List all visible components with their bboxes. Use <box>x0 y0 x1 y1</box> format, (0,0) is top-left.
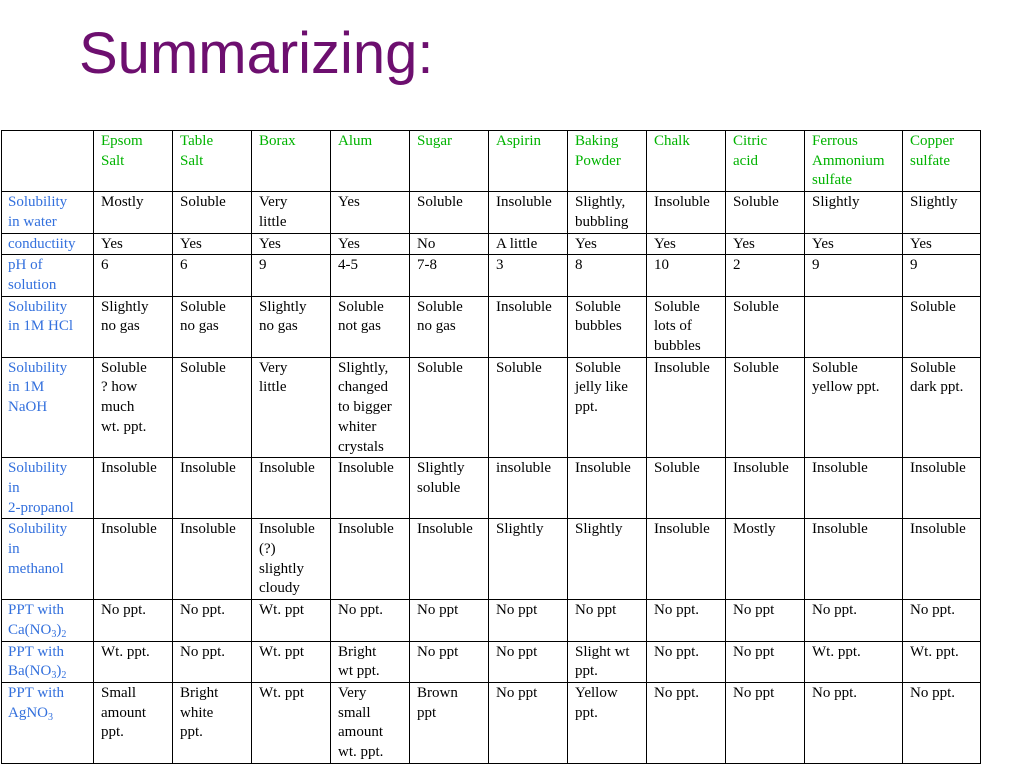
table-cell: Slightly <box>568 519 647 600</box>
table-cell: Soluble dark ppt. <box>903 357 981 458</box>
table-cell: Soluble bubbles <box>568 296 647 357</box>
table-cell: No ppt <box>489 682 568 763</box>
row-header-ppt-calcium-nitrate <box>2 600 94 641</box>
formula-text: ) <box>56 621 62 638</box>
table-cell: Slightly no gas <box>94 296 173 357</box>
table-cell: Mostly <box>94 192 173 233</box>
table-cell: No ppt <box>489 600 568 641</box>
table-cell: Soluble ? how much wt. ppt. <box>94 357 173 458</box>
formula-subscript: 3 <box>51 670 57 682</box>
row-header-ph: pH of solution <box>2 255 94 296</box>
table-cell: Small amount ppt. <box>94 682 173 763</box>
table-cell: Soluble <box>173 192 252 233</box>
table-cell: No ppt <box>726 641 805 682</box>
table-cell: Yes <box>726 233 805 255</box>
table-cell: Yes <box>252 233 331 255</box>
table-cell: No ppt. <box>647 682 726 763</box>
table-cell: Insoluble <box>173 519 252 600</box>
table-cell: No ppt. <box>94 600 173 641</box>
column-header-citric-acid: Citric acid <box>726 131 805 192</box>
table-cell: Insoluble <box>726 458 805 519</box>
table-cell: Yes <box>173 233 252 255</box>
formula-subscript: 2 <box>61 670 67 682</box>
table-cell: Bright white ppt. <box>173 682 252 763</box>
table-row-solubility-hcl <box>2 296 981 357</box>
table-row-solubility-methanol <box>2 519 981 600</box>
table-cell: Soluble no gas <box>410 296 489 357</box>
row-header-solubility-hcl: Solubility in 1M HCl <box>2 296 94 357</box>
table-cell: Wt. ppt. <box>94 641 173 682</box>
table-cell: No ppt. <box>331 600 410 641</box>
table-cell: Wt. ppt <box>252 641 331 682</box>
table-cell: Soluble jelly like ppt. <box>568 357 647 458</box>
table-row-ppt-calcium-nitrate <box>2 600 981 641</box>
table-row-ph <box>2 255 981 296</box>
table-cell <box>805 296 903 357</box>
table-cell: Bright wt ppt. <box>331 641 410 682</box>
table-cell: 9 <box>805 255 903 296</box>
table-cell: Wt. ppt. <box>805 641 903 682</box>
table-cell: Yes <box>568 233 647 255</box>
row-header-ppt-barium-nitrate <box>2 641 94 682</box>
table-cell: Insoluble <box>173 458 252 519</box>
column-header-aspirin: Aspirin <box>489 131 568 192</box>
row-header-solubility-methanol: Solubility in methanol <box>2 519 94 600</box>
table-cell: Yes <box>647 233 726 255</box>
table-cell: Slightly soluble <box>410 458 489 519</box>
table-cell: Yes <box>331 233 410 255</box>
column-header-epsom-salt: Epsom Salt <box>94 131 173 192</box>
table-cell: 8 <box>568 255 647 296</box>
table-cell: No ppt <box>726 682 805 763</box>
table-cell: Slightly <box>805 192 903 233</box>
table-cell: Very small amount wt. ppt. <box>331 682 410 763</box>
formula-text: ) <box>56 663 62 680</box>
table-cell: No ppt. <box>647 641 726 682</box>
table-cell: 6 <box>173 255 252 296</box>
table-cell: 6 <box>94 255 173 296</box>
column-header-alum: Alum <box>331 131 410 192</box>
header-row <box>2 131 981 192</box>
table-cell: Slightly no gas <box>252 296 331 357</box>
table-cell: 2 <box>726 255 805 296</box>
row-header-conductivity: conductiity <box>2 233 94 255</box>
column-header-baking-powder: Baking Powder <box>568 131 647 192</box>
table-cell: Soluble <box>489 357 568 458</box>
table-cell: 10 <box>647 255 726 296</box>
table-cell: Insoluble <box>647 519 726 600</box>
table-cell: Soluble not gas <box>331 296 410 357</box>
table-cell: No ppt. <box>805 600 903 641</box>
table-cell: Yes <box>903 233 981 255</box>
table-cell: Soluble <box>726 296 805 357</box>
table-cell: No ppt. <box>903 682 981 763</box>
table-cell: No ppt. <box>173 641 252 682</box>
table-row-solubility-water <box>2 192 981 233</box>
table-cell: Slight wt ppt. <box>568 641 647 682</box>
formula-text: Ba(NO <box>8 663 52 680</box>
table-cell: Yes <box>805 233 903 255</box>
table-cell: Yes <box>331 192 410 233</box>
table-cell: Wt. ppt <box>252 600 331 641</box>
table-cell: Soluble <box>647 458 726 519</box>
table-cell: Soluble no gas <box>173 296 252 357</box>
table-cell: No ppt <box>410 641 489 682</box>
row-header-line1: PPT with <box>8 684 64 701</box>
table-row-ppt-barium-nitrate <box>2 641 981 682</box>
table-cell: No ppt. <box>903 600 981 641</box>
table-cell: 9 <box>903 255 981 296</box>
row-header-line1: PPT with <box>8 602 64 619</box>
formula-subscript: 3 <box>48 711 53 723</box>
table-cell: Insoluble <box>410 519 489 600</box>
table-cell: Slightly, bubbling <box>568 192 647 233</box>
table-cell: Wt. ppt. <box>903 641 981 682</box>
table-cell: No ppt. <box>173 600 252 641</box>
row-header-solubility-water: Solubility in water <box>2 192 94 233</box>
table-cell: Wt. ppt <box>252 682 331 763</box>
table-cell: Very little <box>252 192 331 233</box>
table-cell: No ppt <box>410 600 489 641</box>
table-cell: Insoluble <box>331 458 410 519</box>
row-header-solubility-naoh: Solubility in 1M NaOH <box>2 357 94 458</box>
column-header-borax: Borax <box>252 131 331 192</box>
table-cell: Soluble yellow ppt. <box>805 357 903 458</box>
table-cell: Slightly <box>903 192 981 233</box>
table-cell: Insoluble <box>94 458 173 519</box>
column-header-copper-sulfate: Copper sulfate <box>903 131 981 192</box>
table-cell: Insoluble <box>489 296 568 357</box>
table-row-solubility-propanol <box>2 458 981 519</box>
table-row-conductivity <box>2 233 981 255</box>
table-cell: No <box>410 233 489 255</box>
table-cell: 9 <box>252 255 331 296</box>
table-cell: Insoluble <box>252 458 331 519</box>
table-cell: Soluble lots of bubbles <box>647 296 726 357</box>
table-cell: Insoluble <box>647 357 726 458</box>
column-header-ferrous-ammonium-sulfate: Ferrous Ammonium sulfate <box>805 131 903 192</box>
table-body <box>2 192 981 764</box>
table-cell: Yes <box>94 233 173 255</box>
table-cell: Insoluble <box>903 519 981 600</box>
formula-subscript: 3 <box>51 628 57 640</box>
table-cell: Slightly <box>489 519 568 600</box>
table-cell: Insoluble <box>805 458 903 519</box>
corner-cell <box>2 131 94 192</box>
table-cell: Insoluble <box>647 192 726 233</box>
table-cell: A little <box>489 233 568 255</box>
table-cell: 4-5 <box>331 255 410 296</box>
table-cell: Insoluble (?) slightly cloudy <box>252 519 331 600</box>
table-cell: No ppt <box>568 600 647 641</box>
formula-subscript: 2 <box>61 628 67 640</box>
table-cell: Insoluble <box>903 458 981 519</box>
table-cell: Insoluble <box>94 519 173 600</box>
table-cell: Very little <box>252 357 331 458</box>
table-cell: Soluble <box>903 296 981 357</box>
column-header-table-salt: Table Salt <box>173 131 252 192</box>
table-row-ppt-silver-nitrate <box>2 682 981 763</box>
table-cell: No ppt <box>489 641 568 682</box>
table-cell: No ppt <box>726 600 805 641</box>
table-cell: 3 <box>489 255 568 296</box>
table-cell: Insoluble <box>568 458 647 519</box>
formula-text: AgNO <box>8 704 48 721</box>
column-header-chalk: Chalk <box>647 131 726 192</box>
formula-text: Ca(NO <box>8 621 52 638</box>
table-cell: Insoluble <box>489 192 568 233</box>
table-cell: Soluble <box>726 192 805 233</box>
table-cell: Soluble <box>173 357 252 458</box>
column-header-sugar: Sugar <box>410 131 489 192</box>
table-cell: Insoluble <box>805 519 903 600</box>
table-cell: Slightly, changed to bigger whiter crystals <box>331 357 410 458</box>
table-cell: Soluble <box>410 192 489 233</box>
table-cell: Soluble <box>410 357 489 458</box>
row-header-solubility-propanol: Solubility in 2-propanol <box>2 458 94 519</box>
table-cell: Yellow ppt. <box>568 682 647 763</box>
table-cell: Soluble <box>726 357 805 458</box>
table-cell: insoluble <box>489 458 568 519</box>
table-cell: Brown ppt <box>410 682 489 763</box>
slide-title: Summarizing: <box>79 21 434 86</box>
row-header-line1: PPT with <box>8 643 64 660</box>
table-cell: Mostly <box>726 519 805 600</box>
table-cell: Insoluble <box>331 519 410 600</box>
row-header-ppt-silver-nitrate <box>2 682 94 763</box>
table-cell: No ppt. <box>647 600 726 641</box>
summary-table <box>1 130 981 764</box>
table-row-solubility-naoh <box>2 357 981 458</box>
table-cell: No ppt. <box>805 682 903 763</box>
table-cell: 7-8 <box>410 255 489 296</box>
